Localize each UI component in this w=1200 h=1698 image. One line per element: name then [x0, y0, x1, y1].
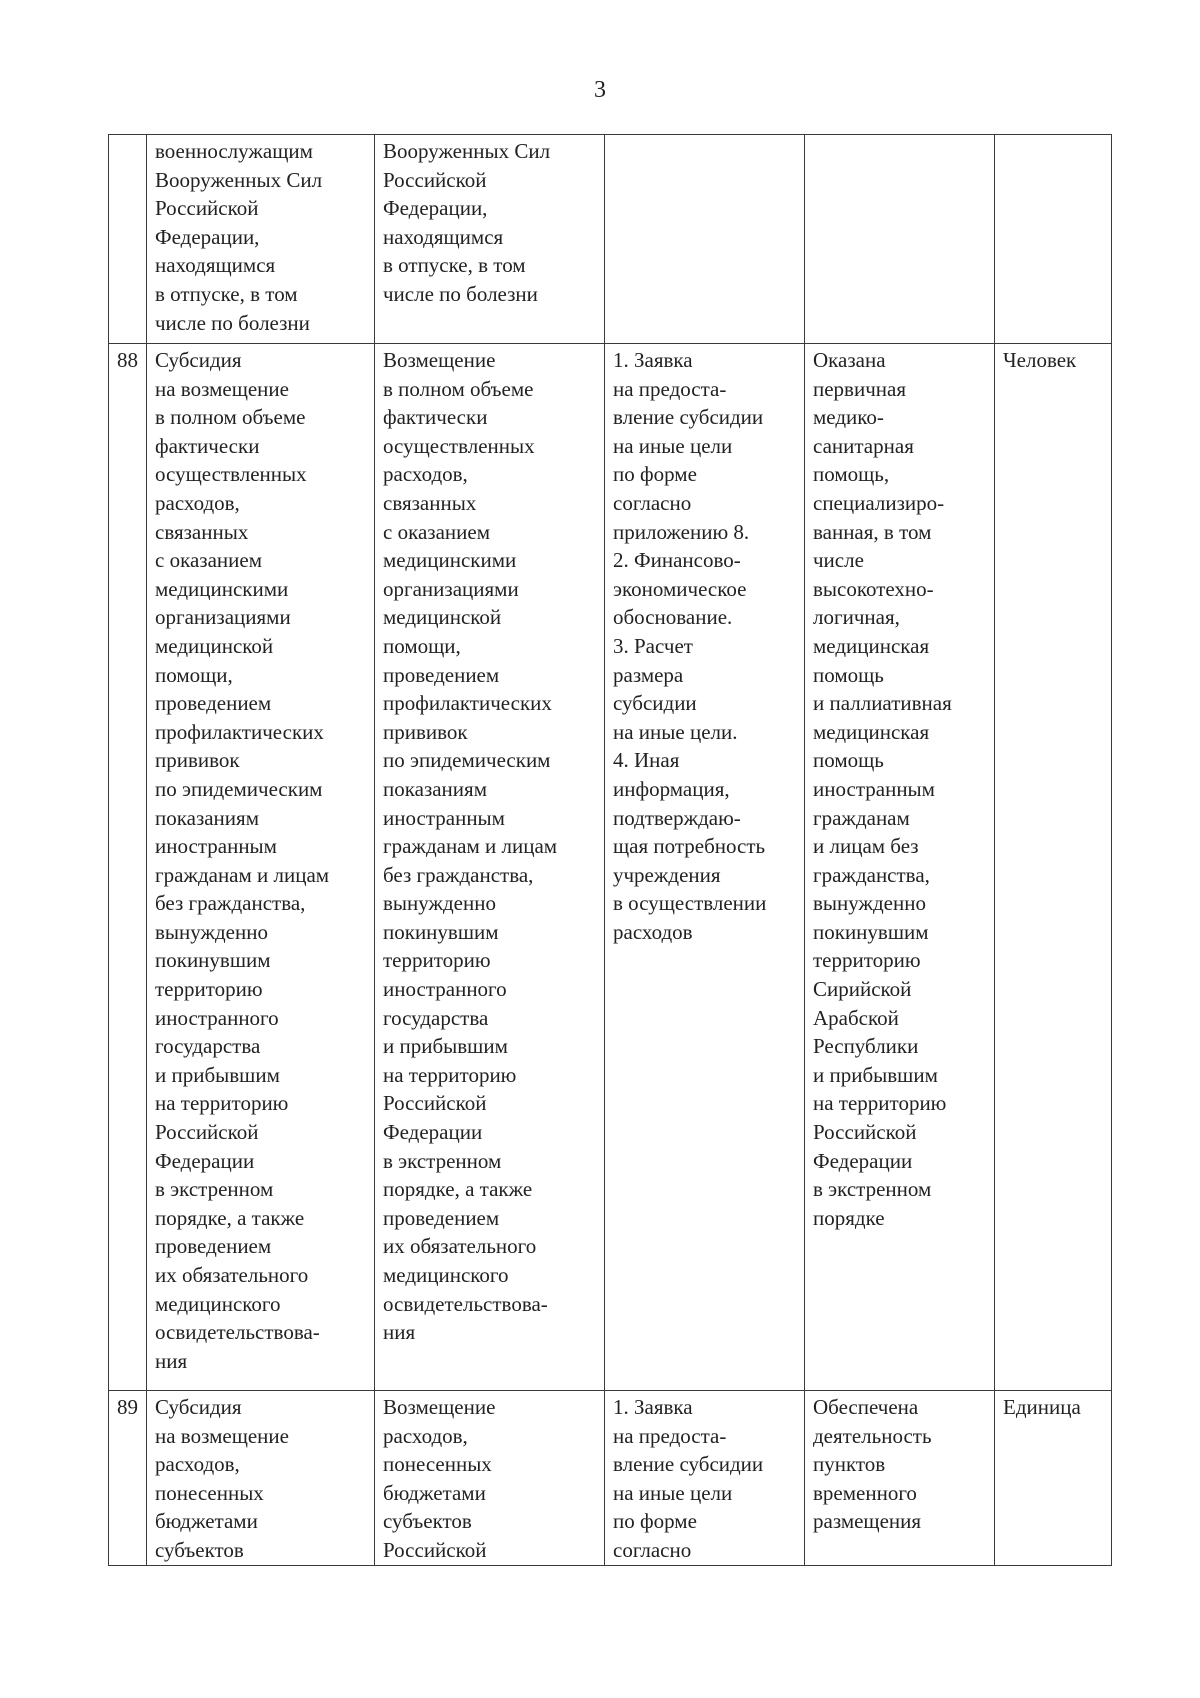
row-number: 89 — [109, 1391, 147, 1566]
cell-text-line: пунктов — [813, 1452, 886, 1477]
cell-text-line: понесенных — [155, 1480, 264, 1505]
cell-text-line: проведением — [155, 691, 272, 716]
cell-text-line: Российской — [813, 1120, 917, 1145]
cell-text-line: Федерации, — [155, 224, 260, 249]
cell-text-line: расходов, — [155, 490, 240, 515]
cell-text-line: в отпуске, в том — [155, 281, 298, 306]
table-row — [109, 135, 1112, 344]
cell-text-line: гражданам и лицам — [383, 834, 558, 859]
cell-text-line: ния — [155, 1348, 188, 1373]
cell-text-line: и лицам без — [813, 834, 919, 859]
cell-text-line: с оказанием — [155, 548, 262, 573]
cell-text-line: размера — [613, 662, 684, 687]
cell-text-line: ванная, в том — [813, 519, 932, 544]
cell-text-line: медицинскими — [383, 548, 517, 573]
cell-text-line: показаниям — [383, 776, 487, 801]
cell-text-line: подтверждаю- — [613, 805, 741, 830]
cell-text-line: ния — [383, 1320, 416, 1345]
cell-text-line: обоснование. — [613, 605, 733, 630]
cell-text-line: Федерации — [155, 1148, 255, 1173]
cell-text-line: в экстренном — [813, 1177, 932, 1202]
cell-text-line: Сирийской — [813, 977, 912, 1002]
cell-text-line: Федерации — [813, 1148, 913, 1173]
cell-text-line: по форме — [613, 462, 697, 487]
cell-text-line: в полном объеме — [155, 405, 306, 430]
cell-text-line: в осуществлении — [613, 891, 767, 916]
cell-text-line: на предоста- — [613, 376, 727, 401]
cell-text-line: бюджетами — [383, 1480, 486, 1505]
cell-text-line: бюджетами — [155, 1509, 258, 1534]
cell-text-line: помощь — [813, 662, 884, 687]
cell-text-line: на иные цели — [613, 433, 733, 458]
cell-text-line: на территорию — [155, 1091, 289, 1116]
cell-text-line: согласно — [613, 1537, 692, 1562]
cell-text-line: логичная, — [813, 605, 900, 630]
subsidy-purpose-cell — [375, 135, 605, 344]
cell-text-line: профилактических — [383, 691, 552, 716]
required-documents-cell — [605, 135, 805, 344]
cell-text-line: размещения — [813, 1509, 922, 1534]
cell-text-line: Федерации — [383, 1120, 483, 1145]
cell-text-line: показаниям — [155, 805, 259, 830]
cell-text-line: Российской — [383, 1537, 487, 1562]
cell-text-line: Субсидия — [155, 348, 242, 372]
cell-text-line: Возмещение — [383, 348, 496, 372]
cell-text-line: медицинского — [383, 1263, 509, 1287]
cell-text-line: осуществленных — [155, 462, 307, 487]
cell-text-line: медицинской — [383, 605, 502, 630]
cell-text-line: медицинская — [813, 719, 930, 744]
cell-text-line: Человек — [1003, 348, 1077, 372]
cell-text-line: Оказана — [813, 348, 886, 372]
cell-text-line: и прибывшим — [813, 1062, 938, 1087]
cell-text-line: на иные цели. — [613, 719, 738, 744]
subsidy-name-cell — [147, 1391, 375, 1566]
cell-text-line: связанных — [383, 490, 477, 515]
subsidy-table — [108, 134, 1112, 1566]
cell-text-line: иностранного — [383, 977, 507, 1002]
cell-text-line: деятельность — [813, 1423, 932, 1448]
cell-text-line: по эпидемическим — [383, 748, 551, 773]
cell-text-line: проведением — [155, 1234, 272, 1259]
cell-text-line: иностранным — [155, 834, 277, 859]
cell-text-line: проведением — [383, 662, 500, 687]
cell-text-line: фактически — [383, 405, 488, 430]
cell-text-line: помощи, — [383, 633, 461, 658]
cell-text-line: приложению 8. — [613, 519, 750, 544]
cell-text-line: медико- — [813, 405, 884, 430]
cell-text-line: помощи, — [155, 662, 233, 687]
cell-text-line: с оказанием — [383, 519, 490, 544]
cell-text-line: связанных — [155, 519, 249, 544]
cell-text-line: медицинского — [155, 1291, 281, 1316]
cell-text-line: вынужденно — [383, 891, 496, 916]
cell-text-line: по эпидемическим — [155, 776, 323, 801]
cell-text-line: порядке — [813, 1205, 885, 1230]
subsidy-purpose-cell — [375, 344, 605, 1391]
cell-text-line: покинувшим — [155, 948, 271, 973]
cell-text-line: расходов, — [383, 1423, 468, 1448]
cell-text-line: территорию — [155, 977, 263, 1002]
cell-text-line: военнослужащим — [155, 139, 313, 163]
cell-text-line: медицинскими — [155, 576, 289, 601]
cell-text-line: медицинская — [813, 633, 930, 658]
cell-text-line: Вооруженных Сил — [383, 139, 551, 163]
cell-text-line: находящимся — [155, 253, 276, 278]
cell-text-line: расходов, — [155, 1452, 240, 1477]
required-documents-cell — [605, 344, 805, 1391]
cell-text-line: на возмещение — [155, 1423, 289, 1448]
cell-text-line: щая потребность — [613, 834, 766, 859]
result-cell — [805, 344, 995, 1391]
cell-text-line: числе по болезни — [155, 310, 310, 335]
cell-text-line: медицинской — [155, 633, 274, 658]
cell-text-line: специализиро- — [813, 490, 945, 515]
cell-text-line: по форме — [613, 1509, 697, 1534]
cell-text-line: числе — [813, 548, 864, 573]
cell-text-line: Обеспечена — [813, 1395, 919, 1419]
unit-cell — [995, 1391, 1112, 1566]
cell-text-line: их обязательного — [383, 1234, 537, 1259]
cell-text-line: Арабской — [813, 1005, 899, 1030]
required-documents-cell — [605, 1391, 805, 1566]
cell-text-line: осуществленных — [383, 433, 535, 458]
cell-text-line: организациями — [383, 576, 519, 601]
cell-text-line: порядке, а также — [155, 1205, 305, 1230]
cell-text-line: Республики — [813, 1034, 919, 1059]
result-cell — [805, 1391, 995, 1566]
subsidy-name-cell — [147, 135, 375, 344]
cell-text-line: покинувшим — [383, 919, 499, 944]
cell-text-line: 2. Финансово- — [613, 548, 741, 573]
cell-text-line: и паллиативная — [813, 691, 952, 716]
cell-text-line: освидетельствова- — [383, 1291, 548, 1316]
cell-text-line: Российской — [383, 1091, 487, 1116]
cell-text-line: на иные цели — [613, 1480, 733, 1505]
cell-text-line: в экстренном — [155, 1177, 274, 1202]
cell-text-line: покинувшим — [813, 919, 929, 944]
cell-text-line: территорию — [813, 948, 921, 973]
cell-text-line: учреждения — [613, 862, 721, 887]
cell-text-line: и прибывшим — [383, 1034, 508, 1059]
cell-text-line: вление субсидии — [613, 1452, 764, 1477]
cell-text-line: профилактических — [155, 719, 324, 744]
cell-text-line: в полном объеме — [383, 376, 534, 401]
cell-text-line: экономическое — [613, 576, 747, 601]
cell-text-line: субсидии — [613, 691, 697, 716]
cell-text-line: иностранным — [813, 776, 935, 801]
cell-text-line: прививок — [383, 719, 468, 744]
cell-text-line: гражданам и лицам — [155, 862, 330, 887]
cell-text-line: субъектов — [383, 1509, 472, 1534]
cell-text-line: Вооруженных Сил — [155, 167, 323, 192]
cell-text-line: проведением — [383, 1205, 500, 1230]
cell-text-line: на предоста- — [613, 1423, 727, 1448]
cell-text-line: государства — [155, 1034, 261, 1059]
cell-text-line: без гражданства, — [383, 862, 534, 887]
cell-text-line: Российской — [155, 1120, 259, 1145]
cell-text-line: 3. Расчет — [613, 633, 693, 658]
page-number: 3 — [594, 77, 606, 103]
cell-text-line: 1. Заявка — [613, 1395, 693, 1419]
cell-text-line: государства — [383, 1005, 489, 1030]
cell-text-line: согласно — [613, 490, 692, 515]
cell-text-line: высокотехно- — [813, 576, 934, 601]
cell-text-line: иностранным — [383, 805, 505, 830]
cell-text-line: числе по болезни — [383, 281, 538, 306]
cell-text-line: на возмещение — [155, 376, 289, 401]
cell-text-line: помощь — [813, 748, 884, 773]
cell-text-line: вынужденно — [155, 919, 268, 944]
cell-text-line: находящимся — [383, 224, 504, 249]
cell-text-line: расходов, — [383, 462, 468, 487]
row-number — [109, 135, 147, 344]
cell-text-line: 1. Заявка — [613, 348, 693, 372]
cell-text-line: прививок — [155, 748, 240, 773]
table-row — [109, 1391, 1112, 1566]
cell-text-line: информация, — [613, 776, 730, 801]
cell-text-line: фактически — [155, 433, 260, 458]
cell-text-line: вление субсидии — [613, 405, 764, 430]
cell-text-line: Субсидия — [155, 1395, 242, 1419]
cell-text-line: гражданам — [813, 805, 910, 830]
cell-text-line: Российской — [155, 196, 259, 221]
cell-text-line: гражданства, — [813, 862, 930, 887]
cell-text-line: на территорию — [383, 1062, 517, 1087]
subsidy-purpose-cell — [375, 1391, 605, 1566]
table-row — [109, 344, 1112, 1391]
cell-text-line: субъектов — [155, 1537, 244, 1562]
cell-text-line: расходов — [613, 919, 693, 944]
cell-text-line: на территорию — [813, 1091, 947, 1116]
cell-text-line: территорию — [383, 948, 491, 973]
cell-text-line: понесенных — [383, 1452, 492, 1477]
cell-text-line: Единица — [1003, 1395, 1081, 1419]
result-cell — [805, 135, 995, 344]
row-number: 88 — [109, 344, 147, 1391]
unit-cell — [995, 135, 1112, 344]
cell-text-line: Федерации, — [383, 196, 488, 221]
cell-text-line: 4. Иная — [613, 748, 680, 773]
cell-text-line: организациями — [155, 605, 291, 630]
cell-text-line: освидетельствова- — [155, 1320, 320, 1345]
cell-text-line: в экстренном — [383, 1148, 502, 1173]
cell-text-line: порядке, а также — [383, 1177, 533, 1202]
subsidy-name-cell — [147, 344, 375, 1391]
cell-text-line: вынужденно — [813, 891, 926, 916]
cell-text-line: в отпуске, в том — [383, 253, 526, 278]
cell-text-line: иностранного — [155, 1005, 279, 1030]
cell-text-line: Российской — [383, 167, 487, 192]
cell-text-line: помощь, — [813, 462, 890, 487]
cell-text-line: и прибывшим — [155, 1062, 280, 1087]
cell-text-line: их обязательного — [155, 1263, 309, 1287]
cell-text-line: санитарная — [813, 433, 914, 458]
cell-text-line: без гражданства, — [155, 891, 306, 916]
cell-text-line: первичная — [813, 376, 906, 401]
cell-text-line: временного — [813, 1480, 917, 1505]
cell-text-line: Возмещение — [383, 1395, 496, 1419]
unit-cell — [995, 344, 1112, 1391]
